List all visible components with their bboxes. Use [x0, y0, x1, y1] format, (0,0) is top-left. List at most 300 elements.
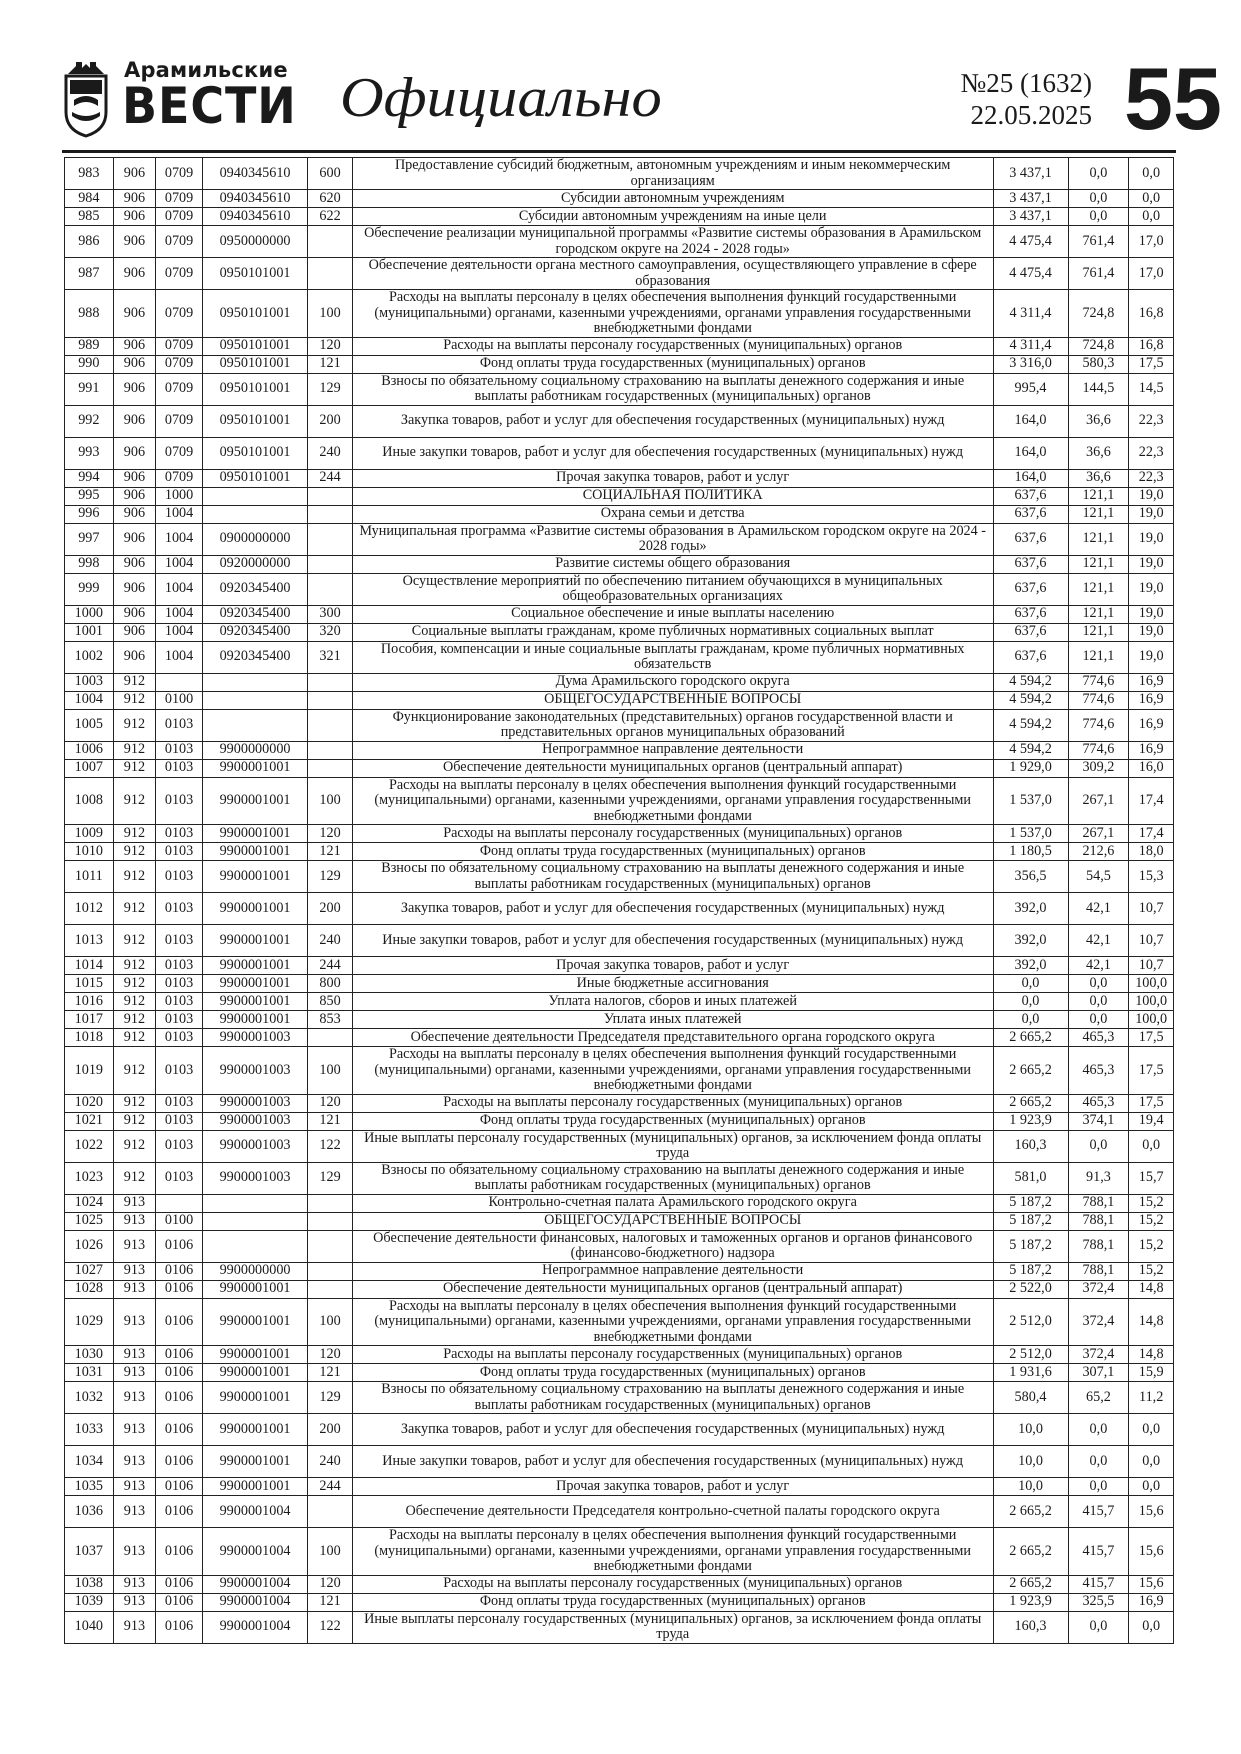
expense-name-cell: Расходы на выплаты персоналу государственных (муниципальных) органов: [352, 1094, 993, 1112]
expense-type-cell: 100: [308, 777, 353, 825]
execution-percent-cell: 17,0: [1129, 226, 1174, 258]
executed-amount-cell: 212,6: [1068, 843, 1129, 861]
table-row: [65, 1029, 1174, 1047]
executed-amount-cell: 0,0: [1068, 1446, 1129, 1478]
expense-name-cell: Пособия, компенсации и иные социальные выплаты гражданам, кроме публичных нормативных обязательств: [352, 641, 993, 673]
target-article-cell: 0950101001: [202, 290, 307, 338]
executed-amount-cell: 774,6: [1068, 691, 1129, 709]
planned-amount-cell: 2 665,2: [993, 1528, 1068, 1576]
expense-type-cell: [308, 691, 353, 709]
issue-number: №25 (1632): [960, 68, 1092, 98]
execution-percent-cell: 0,0: [1129, 1611, 1174, 1643]
expense-name-cell: Уплата налогов, сборов и иных платежей: [352, 993, 993, 1011]
target-article-cell: 9900001001: [202, 925, 307, 957]
execution-percent-cell: 15,9: [1129, 1364, 1174, 1382]
planned-amount-cell: 392,0: [993, 925, 1068, 957]
row-number-cell: 988: [65, 290, 114, 338]
table-row: [65, 337, 1174, 355]
planned-amount-cell: 637,6: [993, 555, 1068, 573]
section-code-cell: 0709: [156, 290, 203, 338]
expense-name-cell: Расходы на выплаты персоналу государственных (муниципальных) органов: [352, 825, 993, 843]
department-code-cell: 906: [113, 623, 156, 641]
row-number-cell: 992: [65, 405, 114, 437]
table-row: [65, 505, 1174, 523]
table-row: [65, 1047, 1174, 1095]
department-code-cell: 912: [113, 691, 156, 709]
row-number-cell: 1001: [65, 623, 114, 641]
department-code-cell: 912: [113, 843, 156, 861]
section-code-cell: 1004: [156, 573, 203, 605]
executed-amount-cell: 42,1: [1068, 925, 1129, 957]
table-row: [65, 523, 1174, 555]
execution-percent-cell: 16,8: [1129, 290, 1174, 338]
executed-amount-cell: 0,0: [1068, 975, 1129, 993]
section-code-cell: 0709: [156, 355, 203, 373]
department-code-cell: 912: [113, 893, 156, 925]
planned-amount-cell: 995,4: [993, 373, 1068, 405]
executed-amount-cell: 465,3: [1068, 1047, 1129, 1095]
expense-type-cell: 244: [308, 1478, 353, 1496]
executed-amount-cell: 415,7: [1068, 1575, 1129, 1593]
expense-name-cell: Расходы на выплаты персоналу государственных (муниципальных) органов: [352, 337, 993, 355]
target-article-cell: [202, 1230, 307, 1262]
row-number-cell: 1032: [65, 1382, 114, 1414]
expense-type-cell: 120: [308, 825, 353, 843]
table-row: [65, 605, 1174, 623]
planned-amount-cell: 3 437,1: [993, 190, 1068, 208]
row-number-cell: 1035: [65, 1478, 114, 1496]
planned-amount-cell: 637,6: [993, 605, 1068, 623]
target-article-cell: [202, 505, 307, 523]
planned-amount-cell: 1 929,0: [993, 759, 1068, 777]
section-code-cell: 0709: [156, 337, 203, 355]
expense-name-cell: Обеспечение деятельности муниципальных органов (центральный аппарат): [352, 759, 993, 777]
execution-percent-cell: 14,8: [1129, 1280, 1174, 1298]
planned-amount-cell: 637,6: [993, 573, 1068, 605]
department-code-cell: 906: [113, 158, 156, 190]
budget-table: [64, 157, 1174, 1644]
department-code-cell: 912: [113, 1029, 156, 1047]
execution-percent-cell: 19,0: [1129, 623, 1174, 641]
table-row: [65, 673, 1174, 691]
department-code-cell: 912: [113, 1130, 156, 1162]
executed-amount-cell: 724,8: [1068, 290, 1129, 338]
execution-percent-cell: 100,0: [1129, 993, 1174, 1011]
execution-percent-cell: 22,3: [1129, 405, 1174, 437]
planned-amount-cell: 5 187,2: [993, 1194, 1068, 1212]
row-number-cell: 1033: [65, 1414, 114, 1446]
row-number-cell: 1005: [65, 709, 114, 741]
expense-type-cell: 240: [308, 1446, 353, 1478]
expense-name-cell: Расходы на выплаты персоналу в целях обеспечения выполнения функций государственными (муниципальными) органами, казенными учреждениями, органами управления государственными внебюджетными фондами: [352, 290, 993, 338]
expense-type-cell: 200: [308, 893, 353, 925]
execution-percent-cell: 14,8: [1129, 1346, 1174, 1364]
target-article-cell: 9900001001: [202, 777, 307, 825]
planned-amount-cell: 2 665,2: [993, 1047, 1068, 1095]
target-article-cell: 0950101001: [202, 355, 307, 373]
table-row: [65, 1496, 1174, 1528]
table-row: [65, 843, 1174, 861]
target-article-cell: 9900001001: [202, 1011, 307, 1029]
table-row: [65, 1298, 1174, 1346]
target-article-cell: [202, 709, 307, 741]
department-code-cell: 906: [113, 605, 156, 623]
expense-name-cell: Непрограммное направление деятельности: [352, 741, 993, 759]
executed-amount-cell: 774,6: [1068, 673, 1129, 691]
target-article-cell: 0940345610: [202, 190, 307, 208]
section-code-cell: 0106: [156, 1280, 203, 1298]
expense-name-cell: Иные выплаты персоналу государственных (муниципальных) органов, за исключением фонда оплаты труда: [352, 1130, 993, 1162]
expense-name-cell: Непрограммное направление деятельности: [352, 1262, 993, 1280]
target-article-cell: 9900001003: [202, 1112, 307, 1130]
target-article-cell: 9900001001: [202, 1446, 307, 1478]
expense-name-cell: Фонд оплаты труда государственных (муниципальных) органов: [352, 1112, 993, 1130]
expense-name-cell: Взносы по обязательному социальному страхованию на выплаты денежного содержания и иные выплаты работникам государственных (муниципальных) органов: [352, 1382, 993, 1414]
row-number-cell: 991: [65, 373, 114, 405]
expense-type-cell: [308, 505, 353, 523]
section-code-cell: 0103: [156, 1011, 203, 1029]
executed-amount-cell: 36,6: [1068, 405, 1129, 437]
section-code-cell: 0709: [156, 158, 203, 190]
row-number-cell: 1022: [65, 1130, 114, 1162]
executed-amount-cell: 121,1: [1068, 487, 1129, 505]
planned-amount-cell: 10,0: [993, 1414, 1068, 1446]
department-code-cell: 912: [113, 759, 156, 777]
table-row: [65, 190, 1174, 208]
executed-amount-cell: 267,1: [1068, 777, 1129, 825]
expense-name-cell: Обеспечение деятельности финансовых, налоговых и таможенных органов и органов финансового (финансово-бюджетного) надзора: [352, 1230, 993, 1262]
table-row: [65, 208, 1174, 226]
target-article-cell: 9900001001: [202, 1382, 307, 1414]
planned-amount-cell: 2 512,0: [993, 1346, 1068, 1364]
target-article-cell: 9900001003: [202, 1130, 307, 1162]
execution-percent-cell: 17,0: [1129, 258, 1174, 290]
row-number-cell: 1034: [65, 1446, 114, 1478]
expense-type-cell: 122: [308, 1611, 353, 1643]
expense-name-cell: Фонд оплаты труда государственных (муниципальных) органов: [352, 1593, 993, 1611]
department-code-cell: 912: [113, 777, 156, 825]
execution-percent-cell: 14,8: [1129, 1298, 1174, 1346]
executed-amount-cell: 774,6: [1068, 709, 1129, 741]
expense-name-cell: Обеспечение деятельности Председателя представительного органа городского округа: [352, 1029, 993, 1047]
department-code-cell: 906: [113, 258, 156, 290]
section-code-cell: 0106: [156, 1230, 203, 1262]
execution-percent-cell: 19,0: [1129, 573, 1174, 605]
expense-type-cell: [308, 573, 353, 605]
row-number-cell: 1021: [65, 1112, 114, 1130]
execution-percent-cell: 16,9: [1129, 1593, 1174, 1611]
expense-name-cell: Расходы на выплаты персоналу государственных (муниципальных) органов: [352, 1575, 993, 1593]
table-row: [65, 355, 1174, 373]
expense-name-cell: Субсидии автономным учреждениям на иные цели: [352, 208, 993, 226]
expense-name-cell: Иные закупки товаров, работ и услуг для обеспечения государственных (муниципальных) нужд: [352, 1446, 993, 1478]
target-article-cell: 0920345400: [202, 623, 307, 641]
executed-amount-cell: 121,1: [1068, 623, 1129, 641]
section-code-cell: 1000: [156, 487, 203, 505]
expense-type-cell: 620: [308, 190, 353, 208]
executed-amount-cell: 0,0: [1068, 993, 1129, 1011]
executed-amount-cell: 121,1: [1068, 555, 1129, 573]
executed-amount-cell: 0,0: [1068, 208, 1129, 226]
executed-amount-cell: 580,3: [1068, 355, 1129, 373]
expense-type-cell: 121: [308, 1593, 353, 1611]
expense-name-cell: Обеспечение деятельности органа местного самоуправления, осуществляющего управление в сфере образования: [352, 258, 993, 290]
expense-name-cell: СОЦИАЛЬНАЯ ПОЛИТИКА: [352, 487, 993, 505]
target-article-cell: 9900001001: [202, 1478, 307, 1496]
section-code-cell: 0106: [156, 1496, 203, 1528]
row-number-cell: 984: [65, 190, 114, 208]
executed-amount-cell: 372,4: [1068, 1298, 1129, 1346]
department-code-cell: 912: [113, 975, 156, 993]
executed-amount-cell: 415,7: [1068, 1528, 1129, 1576]
row-number-cell: 989: [65, 337, 114, 355]
expense-type-cell: [308, 1496, 353, 1528]
executed-amount-cell: 788,1: [1068, 1262, 1129, 1280]
row-number-cell: 1027: [65, 1262, 114, 1280]
row-number-cell: 1031: [65, 1364, 114, 1382]
table-row: [65, 861, 1174, 893]
expense-type-cell: 200: [308, 1414, 353, 1446]
target-article-cell: 9900001004: [202, 1593, 307, 1611]
expense-name-cell: Закупка товаров, работ и услуг для обеспечения государственных (муниципальных) нужд: [352, 1414, 993, 1446]
row-number-cell: 1010: [65, 843, 114, 861]
target-article-cell: 9900001003: [202, 1047, 307, 1095]
planned-amount-cell: 356,5: [993, 861, 1068, 893]
department-code-cell: 912: [113, 957, 156, 975]
expense-type-cell: [308, 673, 353, 691]
expense-type-cell: 850: [308, 993, 353, 1011]
issue-date: 22.05.2025: [970, 100, 1092, 130]
expense-name-cell: Прочая закупка товаров, работ и услуг: [352, 957, 993, 975]
table-row: [65, 1011, 1174, 1029]
target-article-cell: 9900000000: [202, 1262, 307, 1280]
table-row: [65, 1130, 1174, 1162]
row-number-cell: 995: [65, 487, 114, 505]
section-code-cell: 1004: [156, 505, 203, 523]
target-article-cell: 9900001004: [202, 1575, 307, 1593]
planned-amount-cell: 3 437,1: [993, 208, 1068, 226]
target-article-cell: 9900001001: [202, 1346, 307, 1364]
department-code-cell: 906: [113, 290, 156, 338]
expense-name-cell: Иные бюджетные ассигнования: [352, 975, 993, 993]
row-number-cell: 1017: [65, 1011, 114, 1029]
executed-amount-cell: 267,1: [1068, 825, 1129, 843]
expense-name-cell: Расходы на выплаты персоналу в целях обеспечения выполнения функций государственными (муниципальными) органами, казенными учреждениями, органами управления государственными внебюджетными фондами: [352, 1528, 993, 1576]
expense-name-cell: Предоставление субсидий бюджетным, автономным учреждениям и иным некоммерческим организациям: [352, 158, 993, 190]
executed-amount-cell: 65,2: [1068, 1382, 1129, 1414]
expense-name-cell: Развитие системы общего образования: [352, 555, 993, 573]
table-row: [65, 487, 1174, 505]
row-number-cell: 1002: [65, 641, 114, 673]
section-code-cell: 0103: [156, 1047, 203, 1095]
table-row: [65, 405, 1174, 437]
expense-name-cell: Закупка товаров, работ и услуг для обеспечения государственных (муниципальных) нужд: [352, 405, 993, 437]
expense-name-cell: Иные закупки товаров, работ и услуг для обеспечения государственных (муниципальных) нужд: [352, 437, 993, 469]
expense-name-cell: Контрольно-счетная палата Арамильского городского округа: [352, 1194, 993, 1212]
execution-percent-cell: 100,0: [1129, 1011, 1174, 1029]
expense-type-cell: [308, 487, 353, 505]
expense-type-cell: 120: [308, 1094, 353, 1112]
planned-amount-cell: 160,3: [993, 1611, 1068, 1643]
department-code-cell: 913: [113, 1611, 156, 1643]
expense-type-cell: 100: [308, 1047, 353, 1095]
section-code-cell: 0106: [156, 1414, 203, 1446]
table-row: [65, 893, 1174, 925]
table-row: [65, 741, 1174, 759]
expense-type-cell: 100: [308, 1528, 353, 1576]
planned-amount-cell: 4 594,2: [993, 691, 1068, 709]
department-code-cell: 906: [113, 337, 156, 355]
expense-name-cell: Расходы на выплаты персоналу в целях обеспечения выполнения функций государственными (муниципальными) органами, казенными учреждениями, органами управления государственными внебюджетными фондами: [352, 1047, 993, 1095]
row-number-cell: 1008: [65, 777, 114, 825]
expense-name-cell: Расходы на выплаты персоналу в целях обеспечения выполнения функций государственными (муниципальными) органами, казенными учреждениями, органами управления государственными внебюджетными фондами: [352, 777, 993, 825]
department-code-cell: 912: [113, 825, 156, 843]
target-article-cell: 9900001003: [202, 1029, 307, 1047]
planned-amount-cell: 637,6: [993, 487, 1068, 505]
target-article-cell: [202, 1212, 307, 1230]
expense-type-cell: 120: [308, 337, 353, 355]
expense-type-cell: 240: [308, 437, 353, 469]
row-number-cell: 1019: [65, 1047, 114, 1095]
planned-amount-cell: 5 187,2: [993, 1230, 1068, 1262]
row-number-cell: 1012: [65, 893, 114, 925]
executed-amount-cell: 144,5: [1068, 373, 1129, 405]
row-number-cell: 1014: [65, 957, 114, 975]
department-code-cell: 912: [113, 1112, 156, 1130]
expense-name-cell: ОБЩЕГОСУДАРСТВЕННЫЕ ВОПРОСЫ: [352, 1212, 993, 1230]
section-code-cell: 0103: [156, 925, 203, 957]
executed-amount-cell: 774,6: [1068, 741, 1129, 759]
executed-amount-cell: 121,1: [1068, 605, 1129, 623]
section-code-cell: 0106: [156, 1611, 203, 1643]
expense-name-cell: Прочая закупка товаров, работ и услуг: [352, 469, 993, 487]
page-header: [62, 48, 1222, 148]
section-code-cell: 1004: [156, 641, 203, 673]
executed-amount-cell: 0,0: [1068, 1011, 1129, 1029]
planned-amount-cell: 10,0: [993, 1478, 1068, 1496]
row-number-cell: 983: [65, 158, 114, 190]
table-row: [65, 777, 1174, 825]
row-number-cell: 987: [65, 258, 114, 290]
execution-percent-cell: 17,5: [1129, 1047, 1174, 1095]
planned-amount-cell: 4 311,4: [993, 290, 1068, 338]
page-number: 55: [1124, 49, 1222, 148]
row-number-cell: 986: [65, 226, 114, 258]
target-article-cell: 0950101001: [202, 258, 307, 290]
execution-percent-cell: 16,9: [1129, 741, 1174, 759]
expense-type-cell: [308, 226, 353, 258]
expense-type-cell: 122: [308, 1130, 353, 1162]
brand-name-top: Арамильские: [124, 58, 288, 82]
section-code-cell: 0103: [156, 975, 203, 993]
planned-amount-cell: 4 311,4: [993, 337, 1068, 355]
execution-percent-cell: 19,4: [1129, 1112, 1174, 1130]
executed-amount-cell: 121,1: [1068, 505, 1129, 523]
section-code-cell: 0103: [156, 843, 203, 861]
section-code-cell: 0106: [156, 1575, 203, 1593]
section-code-cell: 0103: [156, 993, 203, 1011]
expense-type-cell: [308, 741, 353, 759]
expense-name-cell: Расходы на выплаты персоналу государственных (муниципальных) органов: [352, 1346, 993, 1364]
execution-percent-cell: 0,0: [1129, 158, 1174, 190]
row-number-cell: 1038: [65, 1575, 114, 1593]
section-code-cell: 0106: [156, 1262, 203, 1280]
expense-type-cell: 800: [308, 975, 353, 993]
section-code-cell: 0103: [156, 957, 203, 975]
table-row: [65, 1528, 1174, 1576]
table-row: [65, 1382, 1174, 1414]
expense-type-cell: 300: [308, 605, 353, 623]
section-code-cell: 0103: [156, 1029, 203, 1047]
execution-percent-cell: 15,2: [1129, 1194, 1174, 1212]
planned-amount-cell: 164,0: [993, 469, 1068, 487]
execution-percent-cell: 0,0: [1129, 1130, 1174, 1162]
table-row: [65, 158, 1174, 190]
execution-percent-cell: 16,8: [1129, 337, 1174, 355]
expense-type-cell: 321: [308, 641, 353, 673]
table-row: [65, 1611, 1174, 1643]
row-number-cell: 1018: [65, 1029, 114, 1047]
department-code-cell: 906: [113, 190, 156, 208]
section-code-cell: 0100: [156, 1212, 203, 1230]
expense-name-cell: Обеспечение деятельности Председателя контрольно-счетной палаты городского округа: [352, 1496, 993, 1528]
table-row: [65, 1414, 1174, 1446]
row-number-cell: 1025: [65, 1212, 114, 1230]
target-article-cell: 9900001001: [202, 975, 307, 993]
expense-name-cell: Фонд оплаты труда государственных (муниципальных) органов: [352, 843, 993, 861]
execution-percent-cell: 16,0: [1129, 759, 1174, 777]
row-number-cell: 1020: [65, 1094, 114, 1112]
section-code-cell: 0709: [156, 208, 203, 226]
section-code-cell: 0103: [156, 893, 203, 925]
planned-amount-cell: 0,0: [993, 993, 1068, 1011]
execution-percent-cell: 17,5: [1129, 355, 1174, 373]
execution-percent-cell: 15,2: [1129, 1212, 1174, 1230]
planned-amount-cell: 1 537,0: [993, 777, 1068, 825]
execution-percent-cell: 15,6: [1129, 1575, 1174, 1593]
expense-name-cell: Обеспечение деятельности муниципальных органов (центральный аппарат): [352, 1280, 993, 1298]
section-code-cell: 0709: [156, 373, 203, 405]
department-code-cell: 912: [113, 709, 156, 741]
expense-name-cell: Муниципальная программа «Развитие системы образования в Арамильском городском округе на 2024 - 2028 годы»: [352, 523, 993, 555]
planned-amount-cell: 637,6: [993, 641, 1068, 673]
row-number-cell: 1003: [65, 673, 114, 691]
section-code-cell: 0709: [156, 437, 203, 469]
executed-amount-cell: 42,1: [1068, 893, 1129, 925]
department-code-cell: 912: [113, 1047, 156, 1095]
execution-percent-cell: 0,0: [1129, 190, 1174, 208]
section-code-cell: 0103: [156, 777, 203, 825]
execution-percent-cell: 15,6: [1129, 1528, 1174, 1576]
row-number-cell: 997: [65, 523, 114, 555]
department-code-cell: 906: [113, 355, 156, 373]
execution-percent-cell: 10,7: [1129, 925, 1174, 957]
expense-type-cell: [308, 1262, 353, 1280]
expense-type-cell: [308, 1280, 353, 1298]
department-code-cell: 912: [113, 1094, 156, 1112]
section-code-cell: 0106: [156, 1593, 203, 1611]
execution-percent-cell: 0,0: [1129, 208, 1174, 226]
department-code-cell: 913: [113, 1230, 156, 1262]
table-row: [65, 925, 1174, 957]
section-code-cell: [156, 1194, 203, 1212]
table-row: [65, 555, 1174, 573]
department-code-cell: 912: [113, 993, 156, 1011]
expense-type-cell: [308, 1029, 353, 1047]
executed-amount-cell: 91,3: [1068, 1162, 1129, 1194]
table-row: [65, 709, 1174, 741]
row-number-cell: 1040: [65, 1611, 114, 1643]
